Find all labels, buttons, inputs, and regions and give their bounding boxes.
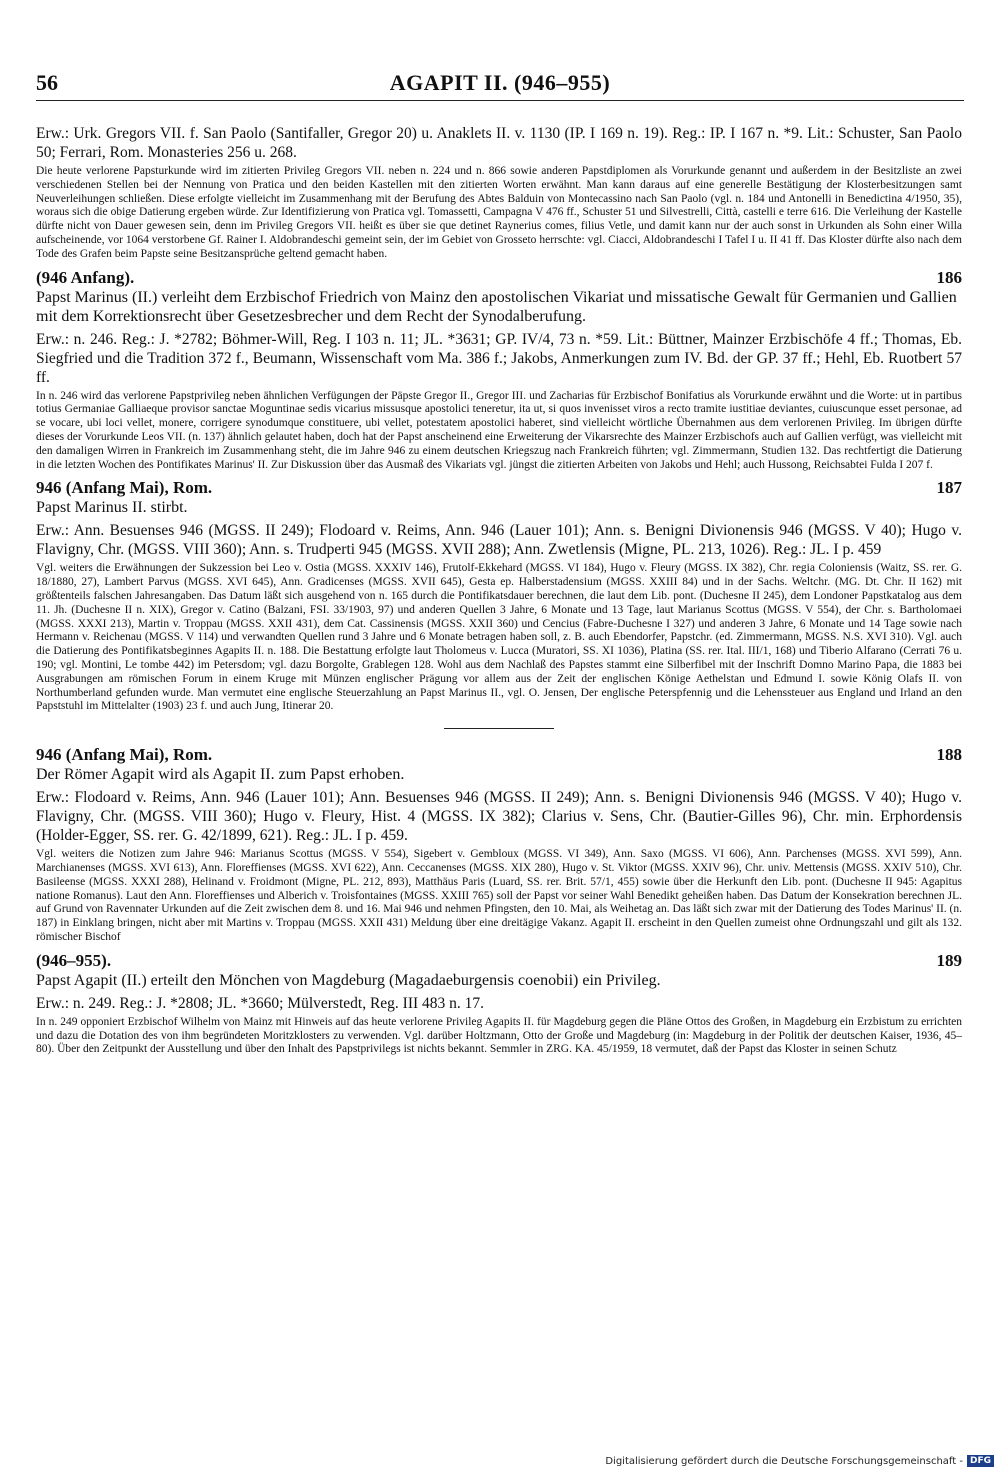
- entry-erw: Erw.: n. 249. Reg.: J. *2808; JL. *3660; Mülverstedt, Reg. III 483 n. 17.: [36, 994, 485, 1012]
- entry-number: 187: [936, 478, 962, 498]
- regest-entry-189: [36, 951, 962, 1057]
- entry-number: 189: [936, 950, 962, 970]
- footer-credit-text: Digitalisierung gefördert durch die Deutsche Forschungsgemeinschaft -: [605, 1455, 963, 1467]
- entry-summary: Der Römer Agapit wird als Agapit II. zum Papst erhoben.: [36, 766, 405, 784]
- entry-heading: [36, 268, 962, 288]
- entry-commentary: Vgl. weiters die Notizen zum Jahre 946: Marianus Scottus (MGSS. V 554), Sigebert v. Gembloux (MGSS. VI 349), Ann. Saxo (MGSS. VI 606), Ann. Parchenses (MGSS. XVI 599), Ann. Marchianenses (MGSS. XVI 613), Ann. Floreffienses (MGSS. XVI 622), Ann. Ceccanenses (MGSS. XIX 280), Hugo v. St. Viktor (MGSS. XXIV 96), Chr. univ. Mettensis (MGSS. XXIV 510), Chr. Basileense (MGSS. XXXI 288), Helinand v. Froidmont (Migne, PL. 212, 893), Matthäus Paris (Luard, SS. rer. Brit. 57/1, 455) sowie über die Herkunft den Lib. pont. (Duchesne II 945: Agapitus natione Romanus). Laut den Ann. Floreffienses und Alberich v. Troisfontaines (MGSS. XXIII 765) soll der Papst vor seiner Wahl Benedikt geheißen haben. Das Datum der Konsekration berechnen JL. auf Grund von Ravennater Urkunden auf die Zeit zwischen dem 8. und 16. Mai 946 und nehmen Pfingsten, den 10. Mai, als Weihetag an. Das läßt sich zwar mit der Datierung des Todes Marinus' II. (n. 187) in Einklang bringen, nicht aber mit Martins v. Troppau (MGSS. XXII 431) Meldung über eine dreitägige Vakanz. Agapit II. erscheint in den Quellen zumeist ohne Ordnungszahl und gilt als 132. römischer Bischof: [36, 848, 962, 943]
- section-divider: [444, 728, 554, 729]
- entry-summary: Papst Marinus (II.) verleiht dem Erzbischof Friedrich von Mainz den apostolischen Vikariat und missatische Gewalt für Germanien und Gallien mit dem Korrektionsrecht über Gesetzesbrecher und dem Recht der Synodalberufung.: [36, 288, 957, 325]
- entry-number: 186: [936, 267, 962, 287]
- entry-number: 188: [936, 745, 962, 765]
- page-number: 56: [36, 70, 58, 95]
- entry-date: (946 Anfang).: [36, 267, 135, 287]
- entry-summary: Papst Agapit (II.) erteilt den Mönchen von Magdeburg (Magadaeburgensis coenobii) ein Privileg.: [36, 971, 661, 989]
- page-content: [36, 124, 962, 1057]
- regest-entry-187: [36, 478, 962, 714]
- regest-entry-186: [36, 268, 962, 473]
- entry-commentary: Vgl. weiters die Erwähnungen der Sukzession bei Leo v. Ostia (MGSS. XXXIV 146), Frutolf-Ekkehard (MGSS. VI 184), Hugo v. Fleury (MGSS. IX 382), Chr. regia Coloniensis (Waitz, SS. rer. G. 18/1880, 27), Lambert Parvus (MGSS. XVI 645), Ann. Gradicenses (MGSS. XVII 645), Gesta ep. Halberstadensium (MGSS. XXIII 84) und in der Sachs. Weltchr. (MG. Dt. Chr. II 162) mit größtenteils falschen Jahresangaben. Das Datum läßt sich ausgehend von n. 165 durch die Pontifikatsdauer berechnen, die laut dem Lib. pont. (Duchesne II 245), dem Londoner Papstkatalog aus dem 11. Jh. (Duchesne II n. XIX), Gregor v. Catino (Balzani, FSI. 33/1903, 97) und anderen Quellen 3 Jahre, 6 Monate und 13 Tage, laut Marianus Scottus (MGSS. V 554), der Chr. s. Bartholomaei (MGSS. XXXI 213), Martin v. Troppau (MGSS. XXII 431), dem Cat. Cassinensis (MGSS. XXII 360) und Cencius (Fabre-Duchesne I 327) und anderen 3 Jahre, 6 Monate und 14 Tage sowie nach Hermann v. Reichenau (MGSS. V 114) und verwandten Quellen rund 3 Jahre und 6 Monate betragen haben soll, z. B. auch Ebendorfer, Papstchr. (ed. Zimmermann, MGSS. N.S. XVI 310). Vgl. auch die Datierung des Pontifikatsbeginnes Agapits II. n. 188. Die Bestattung erfolgte laut Tholomeus v. Lucca (Muratori, SS. XI 1036), Platina (SS. rer. Ital. III/1, 168) und Tiberio Alfarano (Cerrati 76 u. 190; vgl. Montini, Le tombe 442) im Petersdom; vgl. dazu Borgolte, Grablegen 128. Wohl aus dem Nachlaß des Papstes stammt eine Silberfibel mit der Inschrift Domno Marino Papa, die 1883 bei Ausgrabungen am römischen Forum in einem Kruge mit Münzen englischer Prägung vor allem aus der Zeit der englischen Könige Aethelstan und Edmund I. sowie König Olafs II. von Northumberland gefunden wurde. Man vermutet eine englische Steuerzahlung an Papst Marinus II., vgl. O. Jensen, Der englische Peterspfennig und die Lehenssteuer aus England und Irland an den Papststuhl im Mittelalter (1903) 23 f. und auch Jung, Itinerar 20.: [36, 562, 962, 713]
- regest-entry-188: [36, 745, 962, 945]
- header-rule: [36, 100, 964, 101]
- top-erw-line: Erw.: Urk. Gregors VII. f. San Paolo (Santifaller, Gregor 20) u. Anaklets II. v. 1130 (IP. I 169 n. 19). Reg.: IP. I 167 n. *9. Lit.: Schuster, San Paolo 50; Ferrari, Rom. Monasteries 256 u. 268.: [36, 125, 962, 161]
- top-commentary: Die heute verlorene Papsturkunde wird im zitierten Privileg Gregors VII. neben n. 224 und n. 866 sowie anderen Papstdiplomen als Vorurkunde genannt und außerdem in der Besitzliste an zwei verschiedenen Stellen bei der Nennung von Pratica und den beiden Kastellen mit den zitierten Worten erwähnt. Man kann daraus auf eine generelle Bestätigung der Klosterbesitzungen samt Neuverleihungen schließen. Diese erfolgte vielleicht im Zusammenhang mit der Berufung des Abtes Balduin von Montecassino nach San Paolo (vgl. n. 184 und Antonelli in Benedictina 4/1950, 35), woraus sich die obige Datierung ergeben würde. Zur Identifizierung von Pratica vgl. Tomassetti, Campagna V 476 ff., Schuster 51 und Silvestrelli, Città, castelli e terre 616. Die Verleihung der Kastelle dürfte nicht von Dauer gewesen sein, denn im Privileg Gregors VII. heißt es über sie que detinet Raynerius comes, filius Vetle, und damit kann nur der auch sonst in Urkunden als Sohn einer Willa aufscheinende, vor 1064 verstorbene Gf. Rainer I. Aldobrandeschi gemeint sein, der im Gebiet von Grosseto herrschte: vgl. Ciacci, Aldobrandeschi I Tafel I u. II 41 ff. Das Kloster dürfte also nach dem Tode des Grafen beim Papste seine Besitzansprüche geltend gemacht haben.: [36, 165, 962, 260]
- page-header: [36, 70, 964, 104]
- entry-heading: [36, 478, 962, 498]
- entry-date: 946 (Anfang Mai), Rom.: [36, 745, 213, 765]
- entry-erw: Erw.: Flodoard v. Reims, Ann. 946 (Lauer 101); Ann. Besuenses 946 (MGSS. II 249); Ann. s. Benigni Divionensis 946 (MGSS. V 40); Hugo v. Flavigny, Chr. (MGSS. VIII 360); Hugo v. Fleury, Hist. 4 (MGSS. IX 382); Clarius v. Sens, Chr. (Bautier-Gilles 96), Chr. min. Erphordensis (Holder-Egger, SS. rer. G. 42/1899, 621). Reg.: JL. I p. 459.: [36, 789, 962, 845]
- entry-heading: [36, 745, 962, 765]
- entry-date: (946–955).: [36, 950, 112, 970]
- dfg-logo-icon: DFG: [967, 1455, 994, 1467]
- entry-summary: Papst Marinus II. stirbt.: [36, 499, 188, 517]
- running-title: AGAPIT II. (946–955): [389, 70, 611, 95]
- entry-erw: Erw.: Ann. Besuenses 946 (MGSS. II 249); Flodoard v. Reims, Ann. 946 (Lauer 101); Ann. s. Benigni Divionensis 946 (MGSS. V 40); Hugo v. Flavigny, Chr. (MGSS. VIII 360); Ann. s. Trudperti 945 (MGSS. XVII 288); Ann. Zwetlensis (Migne, PL. 213, 1026). Reg.: JL. I p. 459: [36, 522, 962, 559]
- entry-commentary: In n. 249 opponiert Erzbischof Wilhelm von Mainz mit Hinweis auf das heute verlorene Privileg Agapits II. für Magdeburg gegen die Pläne Ottos des Großen, in Magdeburg ein Erzbistum zu errichten und dazu die Dotation des von ihm begründeten Moritzklosters zu verwenden. Vgl. darüber Holtzmann, Otto der Große und Magdeburg (in: Magdeburg in der Politik der deutschen Kaiser, 1936, 45–80). Über den Zeitpunkt der Ausstellung und über den Inhalt des Papstprivilegs ist nichts bekannt. Semmler in ZRG. KA. 45/1959, 18 vermutet, daß der Papst das Kloster in seinen Schutz: [36, 1015, 962, 1056]
- entry-heading: [36, 951, 962, 971]
- entry-date: 946 (Anfang Mai), Rom.: [36, 478, 213, 498]
- entry-erw: Erw.: n. 246. Reg.: J. *2782; Böhmer-Will, Reg. I 103 n. 11; JL. *3631; GP. IV/4, 73 n. *59. Lit.: Büttner, Mainzer Erzbischöfe 4 ff.; Thomas, Eb. Siegfried und die Tradition 372 f., Beumann, Wissenschaft vom Ma. 386 f.; Jakobs, Anmerkungen zum IV. Bd. der GP. 37 ff.; Hehl, Eb. Ruotbert 57 ff.: [36, 330, 962, 386]
- footer-credit: [605, 1455, 994, 1467]
- entry-commentary: In n. 246 wird das verlorene Papstprivileg neben ähnlichen Verfügungen der Päpste Gregor II., Gregor III. und Zacharias für Erzbischof Bonifatius als Vorurkunde erwähnt und die Worte: ut in partibus totius Germaniae Galliaeque provisor sanctae Moguntinae sedis vicarius missusque apostolici teneretur, ita ut, si quos invenisset viros a recto tramite iustitiae deviantes, cuiuscunque esset personae, ad se vocare, ubi loci vellet, monere, corrigere synodumque constituere, ubi vellet, potestatem apostolici haberet, sind vielleicht wörtliche Übernahmen aus dem verlorenen Privileg. Im übrigen dürfte dieses der Vorurkunde Leos VII. (n. 137) ähnlich gelautet haben, doch hat der Papst anscheinend eine Erweiterung der Vikarsrechte des Mainzer Erzbischofs auch auf Gallien verfügt, was vielleicht mit den damaligen Wirren in Frankreich im Zusammenhang steht, die im Jahre 946 zu einem deutschen Kriegszug nach Frankreich führten; vgl. Zimmermann, Studien 132. Das rechtfertigt die Datierung in die letzten Wochen des Pontifikates Marinus' II. Zur Diskussion über das Ausmaß des Vikariats vgl. jüngst die zitierten Arbeiten von Jakobs und Hehl; auch Hussong, Reichsabtei Fulda I 207 f.: [36, 389, 962, 471]
